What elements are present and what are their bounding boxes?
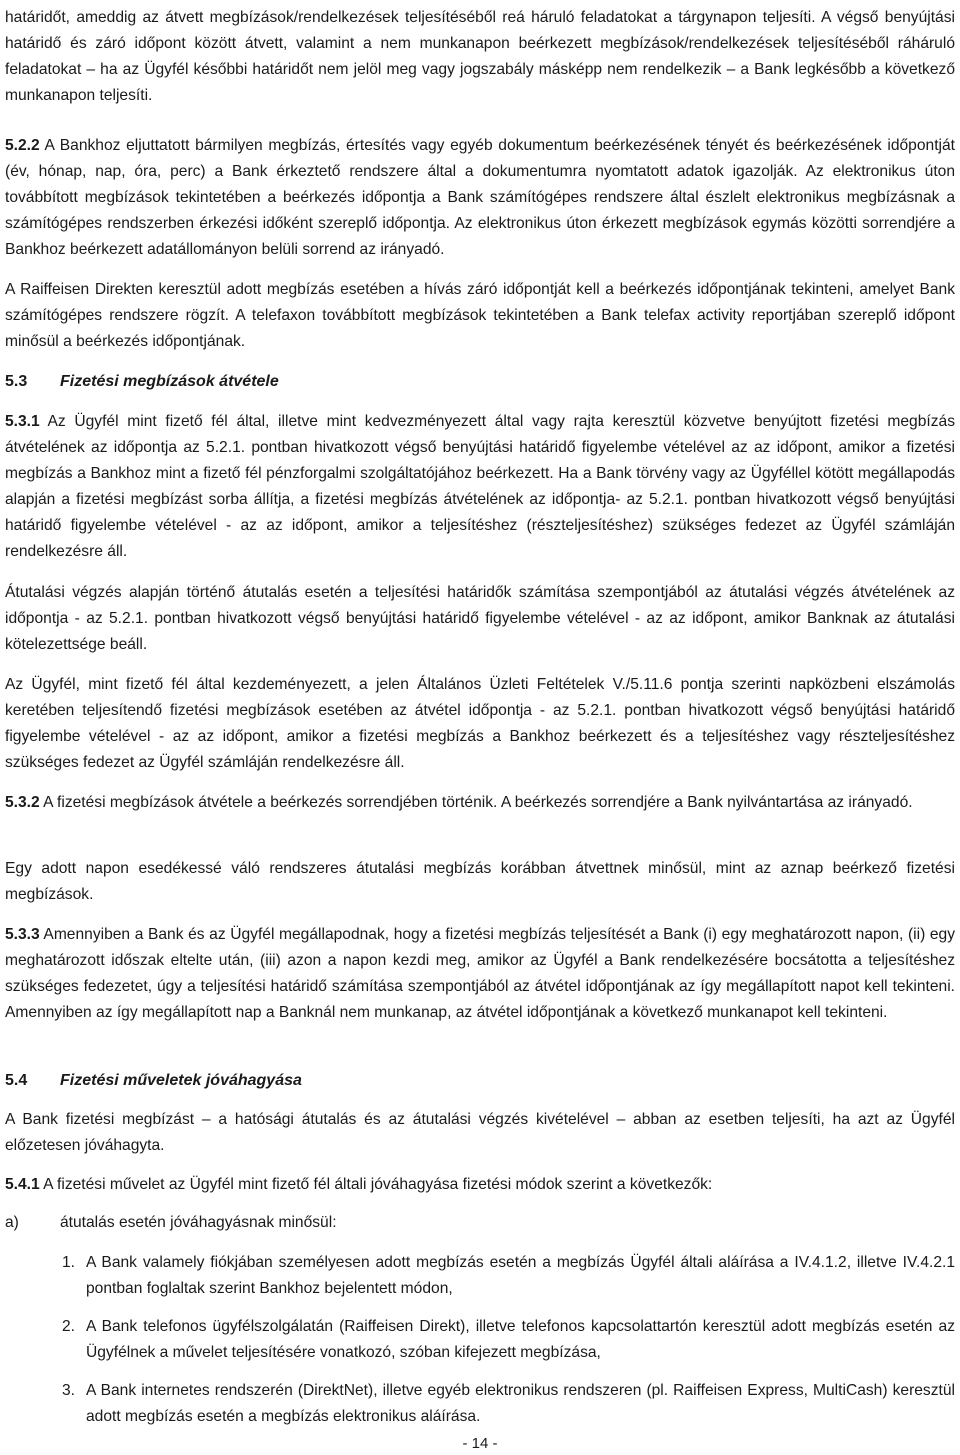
paragraph-napkozbeni-elszamolas: Az Ügyfél, mint fizető fél által kezdeményezett, a jelen Általános Üzleti Feltételek V./5.11.6 pontja szerinti napközbeni elszámolás keretében teljesítendő fizetési megbízások esetében az átvétel időpontja - az 5.2.1. pontban hivatkozott végső benyújtási határidő figyelembe vételével - az az időpont, amikor a fizetési megbízás a Bankhoz beérkezett és a teljesítéshez vagy részteljesítéshez szükséges fedezet az Ügyfél számláján rendelkezésre áll.	[5, 676, 955, 771]
list-text: A Bank valamely fiókjában személyesen adott megbízás esetén a megbízás Ügyfél általi aláírása a IV.4.1.2, illetve IV.4.2.1 pontban foglaltak szerint Bankhoz bejelentett módon,	[86, 1254, 955, 1297]
list-item	[62, 1250, 955, 1302]
list-item	[62, 1378, 955, 1430]
paragraph-text: Az Ügyfél mint fizető fél által, illetve mint kedvezményezett által vagy rajta keresztül közvetve benyújtott fizetési megbízás átvételének az időpontja az 5.2.1. pontban hivatkozott végső benyújtási határidő figyelembe vételével az az időpont, amikor a fizetési megbízás a Bankhoz mint a fizető fél pénzforgalmi szolgáltatójához beérkezett. Ha a Bank törvény vagy az Ügyféllel kötött megállapodás alapján a fizetési megbízást sorba állítja, a fizetési megbízás átvételének az időpontja- az 5.2.1. pontban hivatkozott végső benyújtási határidő figyelembe vételével - az az időpont, amikor a teljesítéshez (részteljesítéshez) szükséges fedezet az Ügyfél számláján rendelkezésre áll.	[5, 413, 955, 560]
list-number: 3.	[62, 1382, 76, 1399]
list-text: A Bank telefonos ügyfélszolgálatán (Raiffeisen Direkt), illetve telefonos kapcsolattartón keresztül adott megbízás esetén az Ügyfélnek a művelet teljesítésére vonatkozó, szóban kifejezett megbízása,	[86, 1318, 955, 1361]
list-number: 2.	[62, 1318, 76, 1335]
paragraph-text: A fizetési megbízások átvétele a beérkezés sorrendjében történik. A beérkezés sorrendjére a Bank nyilvántartása az irányadó.	[39, 794, 913, 811]
section-number: 5.3.1	[5, 413, 40, 430]
section-heading-5-3	[5, 369, 279, 395]
section-number: 5.3.2	[5, 794, 40, 811]
paragraph-rendszeres-atutalas: Egy adott napon esedékessé váló rendszeres átutalási megbízás korábban átvettnek minősül, mint az aznap beérkező fizetési megbízások.	[5, 860, 955, 903]
paragraph-5-4: A Bank fizetési megbízást – a hatósági átutalás és az átutalási végzés kivételével – abban az esetben teljesíti, ha azt az Ügyfél előzetesen jóváhagyta.	[5, 1111, 955, 1154]
list-item	[62, 1314, 955, 1366]
section-number: 5.2.2	[5, 137, 40, 154]
list-number: 1.	[62, 1254, 76, 1271]
paragraph-text: A Bankhoz eljuttatott bármilyen megbízás, értesítés vagy egyéb dokumentum beérkezésének tényét és beérkezésének időpontját (év, hónap, nap, óra, perc) a Bank érkeztető rendszere által a dokumentumra nyomtatott adatok igazolják. Az elektronikus úton továbbított megbízások tekintetében a beérkezés időpontja a Bank számítógépes rendszere által észlelt elektronikus megbízásnak a számítógépes rendszerben érkezési időként szereplő időpontja. Az elektronikus úton érkezett megbízások egymás közötti sorrendjére a Bankhoz beérkezett adatállományon belüli sorrend az irányadó.	[5, 137, 955, 258]
section-number: 5.3.3	[5, 926, 40, 943]
paragraph-text: Amennyiben a Bank és az Ügyfél megállapodnak, hogy a fizetési megbízás teljesítését a Bank (i) egy meghatározott napon, (ii) egy meghatározott időszak eltelte után, (iii) azon a napon kezdi meg, amikor az Ügyfél a Bank rendelkezésére bocsátotta a teljesítéshez szükséges fedezetet, úgy a teljesítési határidő számítása szempontjából az átvétel időpontjának az így megállapított napot kell tekinteni. Amennyiben az így megállapított nap a Banknál nem munkanap, az átvétel időpontjának a következő munkanapot kell tekinteni.	[5, 926, 955, 1021]
heading-title: Fizetési műveletek jóváhagyása	[60, 1072, 302, 1089]
item-label: a)	[5, 1214, 19, 1231]
item-text: átutalás esetén jóváhagyásnak minősül:	[60, 1214, 337, 1231]
paragraph-5-4-1	[5, 1172, 955, 1198]
list-item-a	[5, 1210, 337, 1236]
paragraph-5-2-2	[5, 133, 955, 263]
paragraph-5-3-3	[5, 922, 955, 1026]
heading-title: Fizetési megbízások átvétele	[60, 373, 279, 390]
section-number: 5.4.1	[5, 1176, 40, 1193]
paragraph-5-3-2	[5, 790, 955, 816]
paragraph-intro: határidőt, ameddig az átvett megbízások/rendelkezések teljesítéséből reá háruló feladatokat a tárgynapon teljesíti. A végső benyújtási határidő és záró időpont között átvett, valamint a nem munkanapon beérkezett megbízások/rendelkezések teljesítéséből ráháruló feladatokat – ha az Ügyfél későbbi határidőt nem jelöl meg vagy jogszabály másképp nem rendelkezik – a Bank legkésőbb a következő munkanapon teljesíti.	[5, 9, 955, 104]
page-number: - 14 -	[462, 1435, 498, 1452]
heading-number: 5.4	[5, 1072, 28, 1089]
paragraph-atutalasi-vegzes: Átutalási végzés alapján történő átutalás esetén a teljesítési határidők számítása szempontjából az átutalási végzés átvételének az időpontja - az 5.2.1. pontban hivatkozott végső benyújtási határidő figyelembe vételével - az az időpont, amikor Banknak az átutalási kötelezettsége beáll.	[5, 584, 955, 653]
paragraph-raiffeisen-direkt: A Raiffeisen Direkten keresztül adott megbízás esetében a hívás záró időpontját kell a beérkezés időpontjának tekinteni, amelyet Bank számítógépes rendszere rögzít. A telefaxon továbbított megbízások tekintetében a Bank telefax activity reportjában szereplő időpont minősül a beérkezés időpontjának.	[5, 281, 955, 350]
paragraph-5-3-1	[5, 409, 955, 565]
list-text: A Bank internetes rendszerén (DirektNet), illetve egyéb elektronikus rendszeren (pl. Raiffeisen Express, MultiCash) keresztül adott megbízás esetén a megbízás elektronikus aláírása.	[86, 1382, 955, 1425]
heading-number: 5.3	[5, 373, 28, 390]
paragraph-text: A fizetési művelet az Ügyfél mint fizető fél általi jóváhagyása fizetési módok szerint a következők:	[39, 1176, 713, 1193]
section-heading-5-4	[5, 1068, 302, 1094]
